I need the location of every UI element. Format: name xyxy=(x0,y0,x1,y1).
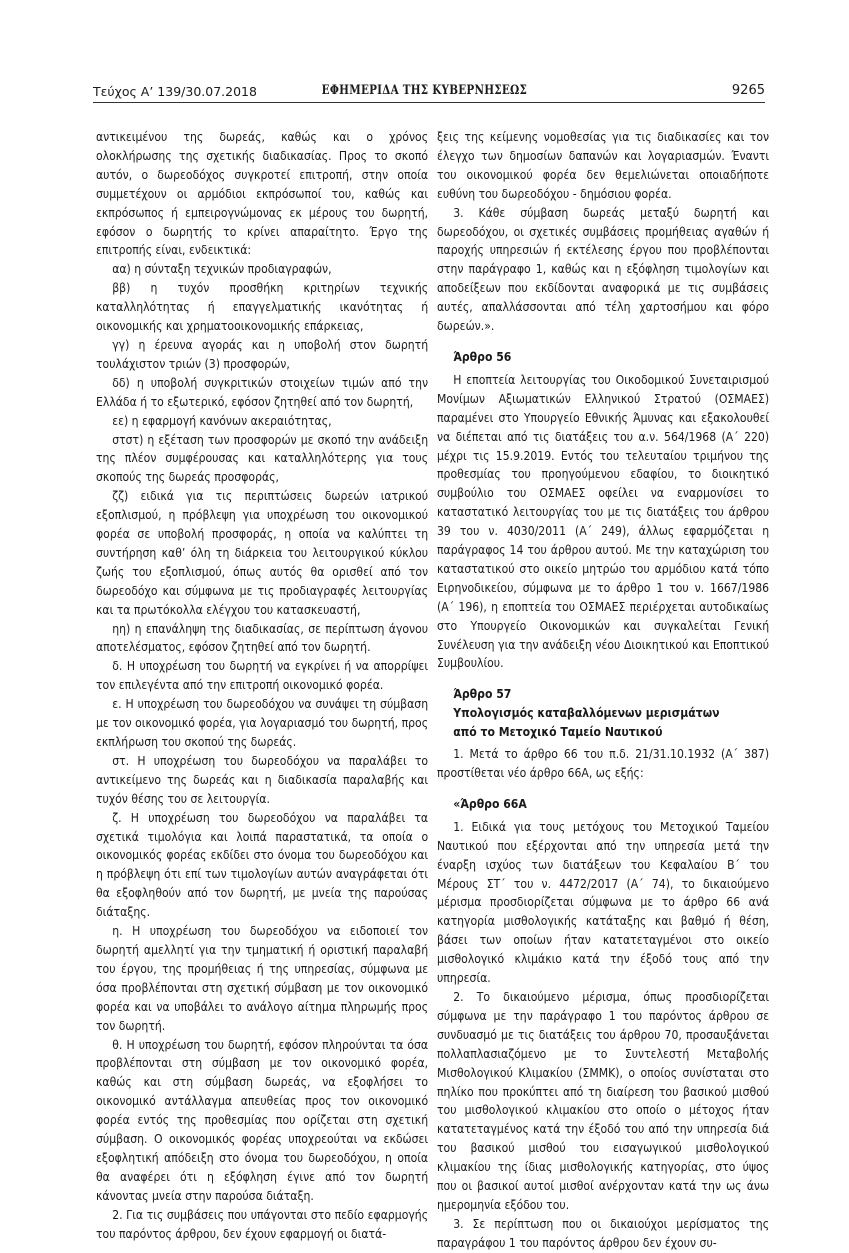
paragraph: δδ) η υποβολή συγκριτικών στοιχείων τιμών από την Ελλάδα ή το εξωτερικό, εφόσον ζητηθεί από τον δωρητή, xyxy=(96,375,429,409)
paragraph: στστ) η εξέταση των προσφορών με σκοπό την ανάδειξη της πλέον συμφέρουσας και καταλληλότερης για τους σκοπούς της δωρεάς προσφοράς, xyxy=(96,432,429,485)
article-56-title: Άρθρο 56 xyxy=(453,349,512,364)
paragraph: αντικειμένου της δωρεάς, καθώς και ο χρόνος ολοκλήρωσης της σχετικής διαδικασίας. Προς το σκοπό αυτόν, ο δωρεοδόχος συγκροτεί επιτροπή, στην οποία συμμετέχουν οι αρμόδιοι εκπρόσωποί του, καθώς και εκπρόσωπος ή εμπειρογνώμονας εκ μέρους του δωρητή, εφόσον ο δωρητής το κρίνει απαραίτητο. Έργο της επιτροπής είναι, ενδεικτικά: xyxy=(96,130,429,258)
paragraph: γγ) η έρευνα αγοράς και η υποβολή στον δωρητή τουλάχιστον τριών (3) προσφορών, xyxy=(96,337,429,371)
left-column xyxy=(96,128,429,1243)
issue-label: Τεύχος Α’ 139/30.07.2018 xyxy=(93,84,257,99)
paragraph: ηη) η επανάληψη της διαδικασίας, σε περίπτωση άγονου αποτελέσματος, εφόσον ζητηθεί από τον δωρητή. xyxy=(96,621,429,655)
paragraph: 2. Το δικαιούμενο μέρισμα, όπως προσδιορίζεται σύμφωνα με την παράγραφο 1 του παρόντος άρθρου σε συνδυασμό με τις διατάξεις του άρθρου 70, προσαυξάνεται πολλαπλασιαζόμενο με το Συντελεστή Μεταβολής Μισθολογικού Κλιμακίου (ΣΜΜΚ), ο οποίος συνίσταται στο πηλίκο που προκύπτει από τη διαίρεση του βασικού μισθού του μισθολογικού κλιμακίου στο οποίο ο μέτοχος ήταν κατατεταγμένος κατά την έξοδό του από την υπηρεσία διά του βασικού μισθού του εισαγωγικού μισθολογικού κλιμακίου της ίδιας μισθολογικής κατηγορίας, στο ύψος που οι βασικοί αυτοί μισθοί ανέρχονταν κατά την ως άνω ημερομηνία εξόδου του. xyxy=(437,989,770,1212)
article-57-text: 1. Μετά το άρθρο 66 του π.δ. 21/31.10.1932 (Α΄ 387) προστίθεται νέο άρθρο 66Α, ως εξής: xyxy=(437,747,770,780)
article-66a-title: «Άρθρο 66Α xyxy=(453,796,527,811)
paragraph: ζ. Η υποχρέωση του δωρεοδόχου να παραλάβει τα σχετικά τιμολόγια και λοιπά παραστατικά, τα οποία ο οικονομικός φορέας εκδίδει στο όνομα του δωρεοδόχου και η πρόβλεψη ότι επί των τιμολογίων αυτών αναγράφεται ότι θα εξοφληθούν από τον δωρητή, με μνεία της παρούσας διάταξης. xyxy=(96,810,429,920)
paragraph: 3. Σε περίπτωση που οι δικαιούχοι μερίσματος της παραγράφου 1 του παρόντος άρθρου δεν έχουν συ- xyxy=(437,1216,770,1250)
paragraph: αα) η σύνταξη τεχνικών προδιαγραφών, xyxy=(112,262,332,277)
paragraph: η. Η υποχρέωση του δωρεοδόχου να ειδοποιεί τον δωρητή αμελλητί για την τμηματική ή οριστική παραλαβή του έργου, της προμήθειας ή της υπηρεσίας, σύμφωνα με όσα προβλέπονται στη σχετική σύμβαση με τον οικονομικό φορέα και να υποβάλει το ανάλογο αίτημα πληρωμής προς τον δωρητή. xyxy=(96,924,429,1033)
paragraph: ζζ) ειδικά για τις περιπτώσεις δωρεών ιατρικού εξοπλισμού, η πρόβλεψη για υποχρέωση του οικονομικού φορέα σε υποβολή προσφοράς, η οποία να καλύπτει τη συντήρηση καθ’ όλη τη διάρκεια του λειτουργικού κύκλου ζωής του εξοπλισμού, όπως αυτός θα ορισθεί από τον δωρεοδόχο και σύμφωνα με τις προδιαγραφές λειτουργίας και τα πρωτόκολλα ελέγχου του κατασκευαστή, xyxy=(96,489,429,617)
article-57-title: Άρθρο 57 xyxy=(453,687,512,702)
paragraph: δ. Η υποχρέωση του δωρητή να εγκρίνει ή να απορρίψει τον επιλεγέντα από την επιτροπή οικονομικό φορέα. xyxy=(96,659,429,693)
paragraph: 3. Κάθε σύμβαση δωρεάς μεταξύ δωρητή και δωρεοδόχου, οι σχετικές συμβάσεις προμήθειας αγαθών ή παροχής υπηρεσιών ή εκτέλεσης έργου που προβλέπονται στην παράγραφο 1, καθώς και η εξόφληση τιμολογίων και αποδείξεων που εκδίδονται αναφορικά με τις συμβάσεις αυτές, απαλλάσσονται από τέλη χαρτοσήμου και φόρο δωρεών.». xyxy=(437,205,770,334)
paragraph: θ. Η υποχρέωση του δωρητή, εφόσον πληρούνται τα όσα προβλέπονται στη σύμβαση με τον οικονομικό φορέα, καθώς και στη σύμβαση δωρεάς, να εξοφλήσει το οικονομικό αντάλλαγμα απευθείας προς τον οικονομικό φορέα εντός της προθεσμίας που ορίζεται στη σχετική σύμβαση. Ο οικονομικός φορέας υποχρεούται να εκδώσει εξοφλητική απόδειξη στο όνομα του δωρεοδόχου, η οποία θα αναφέρει ότι η εξόφληση έγινε από τον δωρητή κάνοντας μνεία στην παρούσα διάταξη. xyxy=(96,1037,429,1203)
paragraph: ββ) η τυχόν προσθήκη κριτηρίων τεχνικής καταλληλότητας ή επαγγελματικής ικανότητας ή οικονομικής και χρηματοοικονομικής επάρκειας, xyxy=(96,281,429,334)
paragraph: 1. Ειδικά για τους μετόχους του Μετοχικού Ταμείου Ναυτικού που εξέρχονται από την υπηρεσία μετά την έναρξη ισχύος των διατάξεων του Κεφαλαίου Β΄ του Μέρους ΣΤ΄ του ν. 4472/2017 (Α΄ 74), το δικαιούμενο μέρισμα προσδιορίζεται σύμφωνα με το άρθρο 66 ανά κατηγορία μισθολογικής κατάταξης και βαθμό ή θέση, βάσει των οποίων ήταν κατατεταγμένοι στο οικείο μισθολογικό κλιμάκιο κατά την έξοδό τους από την υπηρεσία. xyxy=(437,819,770,986)
page-header xyxy=(0,0,849,100)
paragraph: ε. Η υποχρέωση του δωρεοδόχου να συνάψει τη σύμβαση με τον οικονομικό φορέα, για λογαριασμό του δωρητή, προς εκπλήρωση του σκοπού της δωρεάς. xyxy=(96,697,429,749)
article-57-subtitle: από το Μετοχικό Ταμείο Ναυτικού xyxy=(453,725,663,740)
article-56-text: Η εποπτεία λειτουργίας του Οικοδομικού Συνεταιρισμού Μονίμων Αξιωματικών Ελληνικού Στρατού (ΟΣΜΑΕΣ) παραμένει στο Υπουργείο Εθνικής Άμυνας και εξακολουθεί να διέπεται από τις διατάξεις του α.ν. 564/1968 (Α΄ 220) μέχρι τις 15.9.2019. Εντός του τελευταίου τριμήνου της προθεσμίας του προηγούμενου εδαφίου, το διοικητικό συμβούλιο του ΟΣΜΑΕΣ οφείλει να εναρμονίσει το καταστατικό λειτουργίας του με τις διατάξεις του άρθρου 39 του ν. 4030/2011 (Α΄ 249), άλλως εφαρμόζεται η παράγραφος 14 του άρθρου αυτού. Με την καταχώριση του καταστατικού στο οικείο μητρώο του αρμόδιου κατά τόπο Ειρηνοδικείου, σύμφωνα με το άρθρο 1 του ν. 1667/1986 (Α΄ 196), η εποπτεία του ΟΣΜΑΕΣ περιέρχεται αυτοδικαίως στο Υπουργείο Οικονομικών και συγκαλείται Γενική Συνέλευση για την ανάδειξη νέου Διοικητικού και Εποπτικού Συμβουλίου. xyxy=(437,372,770,671)
paragraph: 2. Για τις συμβάσεις που υπάγονται στο πεδίο εφαρμογής του παρόντος άρθρου, δεν έχουν εφαρμογή οι διατά- xyxy=(96,1207,429,1241)
header-rule xyxy=(93,102,765,103)
gazette-title: ΕΦΗΜΕΡΙΔΑ ΤΗΣ ΚΥΒΕΡΝΗΣΕΩΣ xyxy=(321,83,528,98)
paragraph: ξεις της κείμενης νομοθεσίας για τις διαδικασίες και τον έλεγχο των δημοσίων δαπανών και λογαριασμών. Έναντι του οικονομικού φορέα δεν θεμελιώνεται οποιαδήποτε ευθύνη του δωρεοδόχου - δημόσιου φορέα. xyxy=(437,130,770,201)
right-column xyxy=(437,128,770,1253)
page-number: 9265 xyxy=(731,83,765,98)
paragraph: στ. Η υποχρέωση του δωρεοδόχου να παραλάβει το αντικείμενο της δωρεάς και η διαδικασία παραλαβής και τυχόν θέσης του σε λειτουργία. xyxy=(96,753,429,806)
paragraph: εε) η εφαρμογή κανόνων ακεραιότητας, xyxy=(112,413,332,428)
article-57-subtitle: Υπολογισμός καταβαλλόμενων μερισμάτων xyxy=(453,706,720,721)
